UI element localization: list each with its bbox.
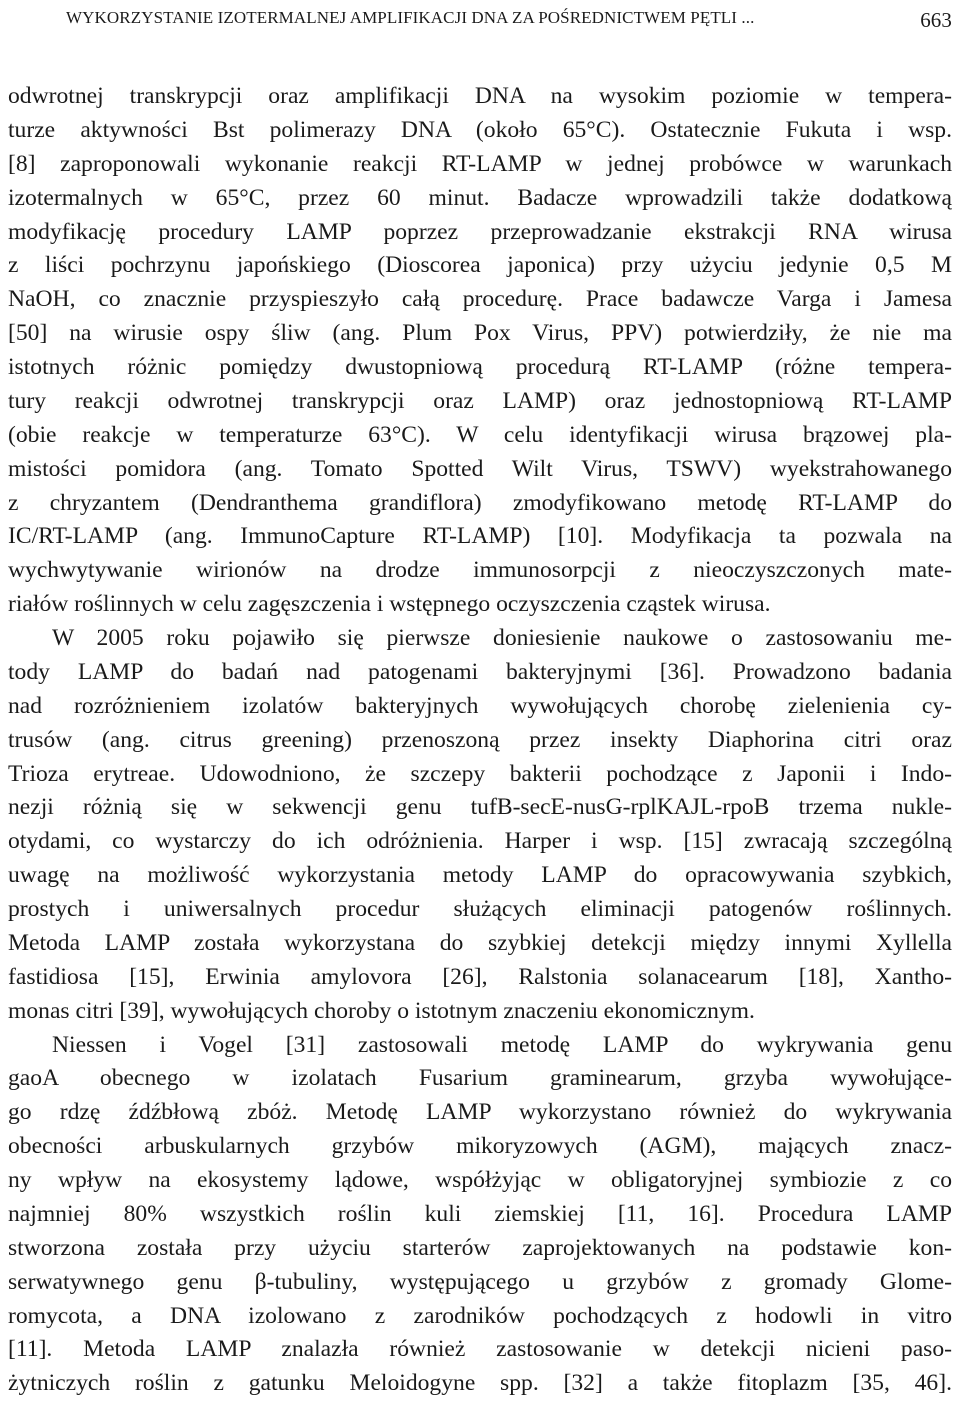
text-line: obecności arbuskularnych grzybów mikoryzowych (AGM), mających znacz-: [8, 1133, 952, 1160]
text-line: fastidiosa [15], Erwinia amylovora [26], Ralstonia solanacearum [18], Xantho-: [8, 963, 952, 990]
text-line: trusów (ang. citrus greening) przenoszoną przez insekty Diaphorina citri oraz: [8, 726, 952, 753]
text-line: najmniej 80% wszystkich roślin kuli ziemskiej [11, 16]. Procedura LAMP: [8, 1200, 952, 1227]
text-line: izotermalnych w 65°C, przez 60 minut. Badacze wprowadzili także dodatkową: [8, 184, 952, 211]
text-line: tody LAMP do badań nad patogenami bakteryjnymi [36]. Prowadzono badania: [8, 658, 952, 685]
text-line: Niessen i Vogel [31] zastosowali metodę LAMP do wykrywania genu: [52, 1031, 952, 1058]
running-header: [8, 8, 952, 30]
text-line: turze aktywności Bst polimerazy DNA (około 65°C). Ostatecznie Fukuta i wsp.: [8, 116, 952, 143]
text-line: mistości pomidora (ang. Tomato Spotted Wilt Virus, TSWV) wyekstrahowanego: [8, 455, 952, 482]
text-line: monas citri [39], wywołujących choroby o istotnym znaczeniu ekonomicznym.: [8, 997, 755, 1024]
text-line: uwagę na możliwość wykorzystania metody LAMP do opracowywania szybkich,: [8, 862, 952, 889]
text-line: NaOH, co znacznie przyspieszyło całą procedurę. Prace badawcze Varga i Jamesa: [8, 286, 952, 313]
text-line: [11]. Metoda LAMP znalazła również zastosowanie w detekcji nicieni paso-: [8, 1336, 952, 1363]
text-line: otydami, co wystarczy do ich odróżnienia. Harper i wsp. [15] zwracają szczególną: [8, 828, 952, 855]
text-line: żytniczych roślin z gatunku Meloidogyne spp. [32] a także fitoplazm [35, 46].: [8, 1370, 952, 1397]
text-line: z liści pochrzynu japońskiego (Dioscorea japonica) przy użyciu jedynie 0,5 M: [8, 252, 952, 279]
text-line: Metoda LAMP została wykorzystana do szybkiej detekcji między innymi Xyllella: [8, 929, 952, 956]
text-line: stworzona została przy użyciu starterów zaprojektowanych na podstawie kon-: [8, 1234, 952, 1261]
page-number: 663: [920, 8, 952, 32]
text-line: nad rozróżnieniem izolatów bakteryjnych wywołujących chorobę zielenienia cy-: [8, 692, 952, 719]
text-line: W 2005 roku pojawiło się pierwsze doniesienie naukowe o zastosowaniu me-: [52, 625, 952, 651]
text-line: romycota, a DNA izolowano z zarodników pochodzących z hodowli in vitro: [8, 1302, 952, 1329]
text-line: wychwytywanie wirionów na drodze immunosorpcji z nieoczyszczonych mate-: [8, 557, 952, 584]
text-line: riałów roślinnych w celu zagęszczenia i wstępnego oczyszczenia cząstek wirusa.: [8, 591, 771, 618]
body-text: [8, 80, 952, 1401]
text-line: IC/RT-LAMP (ang. ImmunoCapture RT-LAMP) [10]. Modyfikacja ta pozwala na: [8, 523, 952, 550]
text-line: [8] zaproponowali wykonanie reakcji RT-LAMP w jednej probówce w warunkach: [8, 150, 952, 177]
text-line: (obie reakcje w temperaturze 63°C). W celu identyfikacji wirusa brązowej pla-: [8, 421, 952, 448]
text-line: gaoA obecnego w izolatach Fusarium graminearum, grzyba wywołujące-: [8, 1065, 952, 1092]
text-line: nezji różnią się w sekwencji genu tufB-secE-nusG-rplKAJL-rpoB trzema nukle-: [8, 794, 952, 821]
text-line: ny wpływ na ekosystemy lądowe, współżyjąc w obligatoryjnej symbiozie z co: [8, 1167, 952, 1193]
text-line: prostych i uniwersalnych procedur służących eliminacji patogenów roślinnych.: [8, 896, 952, 922]
text-line: odwrotnej transkrypcji oraz amplifikacji DNA na wysokim poziomie w tempera-: [8, 83, 952, 109]
text-line: [50] na wirusie ospy śliw (ang. Plum Pox Virus, PPV) potwierdziły, że nie ma: [8, 320, 952, 347]
text-line: istotnych różnic pomiędzy dwustopniową procedurą RT-LAMP (różne tempera-: [8, 354, 952, 380]
text-line: Trioza erytreae. Udowodniono, że szczepy bakterii pochodzące z Japonii i Indo-: [8, 760, 952, 787]
text-line: tury reakcji odwrotnej transkrypcji oraz LAMP) oraz jednostopniową RT-LAMP: [8, 387, 952, 414]
text-line: serwatywnego genu β-tubuliny, występującego u grzybów z gromady Glome-: [8, 1268, 952, 1295]
text-line: go rdzę źdźbłową zbóż. Metodę LAMP wykorzystano również do wykrywania: [8, 1099, 952, 1126]
text-line: z chryzantem (Dendranthema grandiflora) zmodyfikowano metodę RT-LAMP do: [8, 489, 952, 516]
text-line: modyfikację procedury LAMP poprzez przeprowadzanie ekstrakcji RNA wirusa: [8, 218, 952, 245]
running-title: WYKORZYSTANIE IZOTERMALNEJ AMPLIFIKACJI DNA ZA POŚREDNICTWEM PĘTLI ...: [66, 8, 755, 27]
